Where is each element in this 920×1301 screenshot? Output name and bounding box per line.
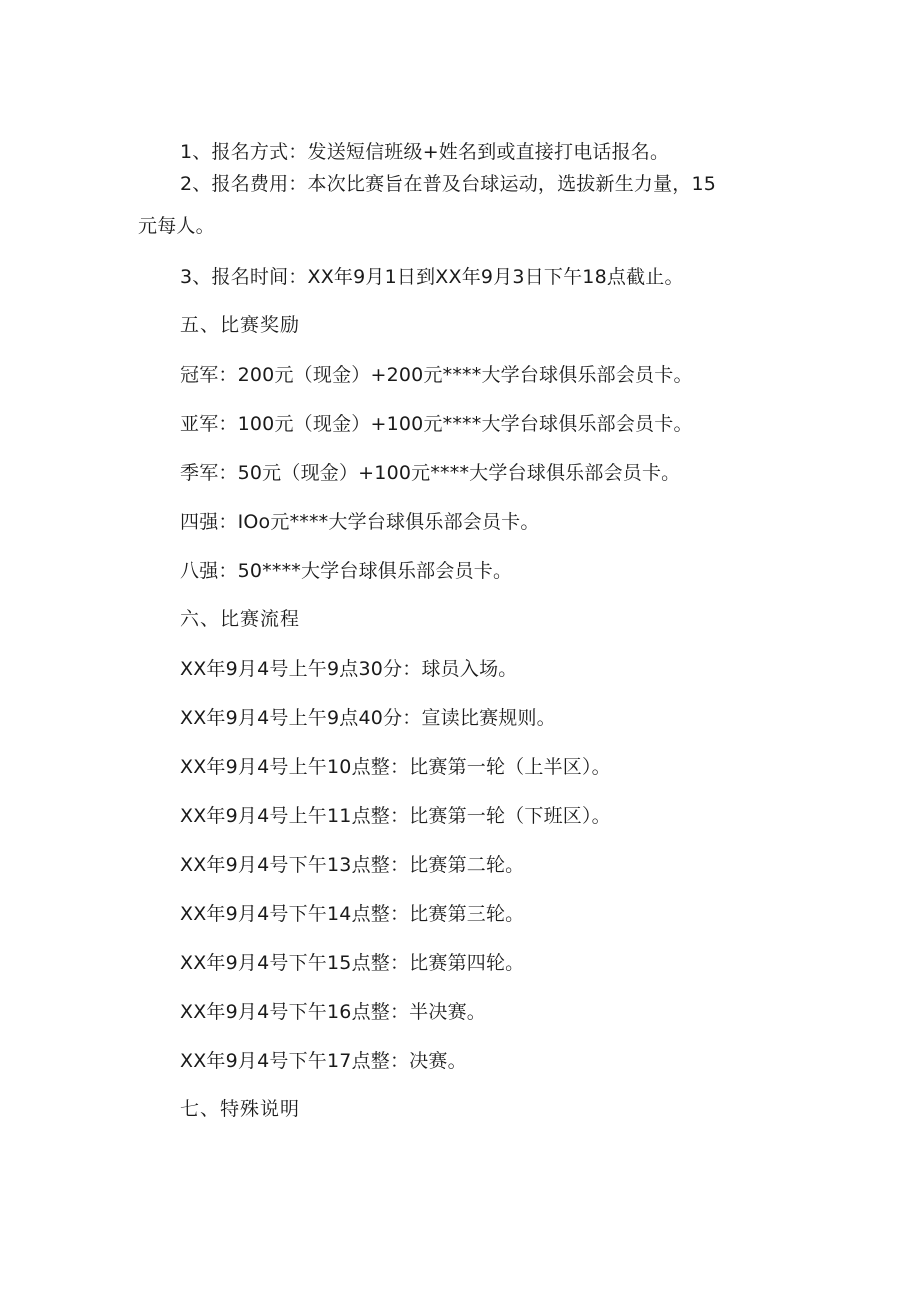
award-item-top-four: 四强：IOo元****大学台球俱乐部会员卡。 — [180, 511, 540, 533]
schedule-item: XX年9月4号上午9点40分：宣读比赛规则。 — [180, 707, 556, 729]
special-heading: 七、特殊说明 — [180, 1098, 301, 1120]
schedule-item: XX年9月4号下午13点整：比赛第二轮。 — [180, 854, 525, 876]
schedule-item: XX年9月4号上午10点整：比赛第一轮（上半区）。 — [180, 756, 611, 778]
award-item-runner-up: 亚军：100元（现金）+100元****大学台球俱乐部会员卡。 — [180, 413, 693, 435]
registration-fee-line1: 2、报名费用：本次比赛旨在普及台球运动，选拔新生力量，15 — [180, 173, 717, 195]
schedule-item: XX年9月4号下午16点整：半决赛。 — [180, 1001, 486, 1023]
awards-heading: 五、比赛奖励 — [180, 314, 301, 336]
schedule-item: XX年9月4号下午14点整：比赛第三轮。 — [180, 903, 525, 925]
schedule-heading: 六、比赛流程 — [180, 608, 301, 630]
schedule-item: XX年9月4号下午17点整：决赛。 — [180, 1050, 467, 1072]
award-item-third: 季军：50元（现金）+100元****大学台球俱乐部会员卡。 — [180, 462, 681, 484]
award-item-champion: 冠军：200元（现金）+200元****大学台球俱乐部会员卡。 — [180, 364, 693, 386]
registration-time: 3、报名时间：XX年9月1日到XX年9月3日下午18点截止。 — [180, 266, 684, 288]
schedule-item: XX年9月4号上午9点30分：球员入场。 — [180, 658, 518, 680]
award-item-top-eight: 八强：50****大学台球俱乐部会员卡。 — [180, 560, 513, 582]
schedule-item: XX年9月4号上午11点整：比赛第一轮（下班区）。 — [180, 805, 611, 827]
registration-method: 1、报名方式：发送短信班级+姓名到或直接打电话报名。 — [180, 141, 670, 163]
schedule-item: XX年9月4号下午15点整：比赛第四轮。 — [180, 952, 525, 974]
registration-fee-line2: 元每人。 — [138, 215, 215, 237]
